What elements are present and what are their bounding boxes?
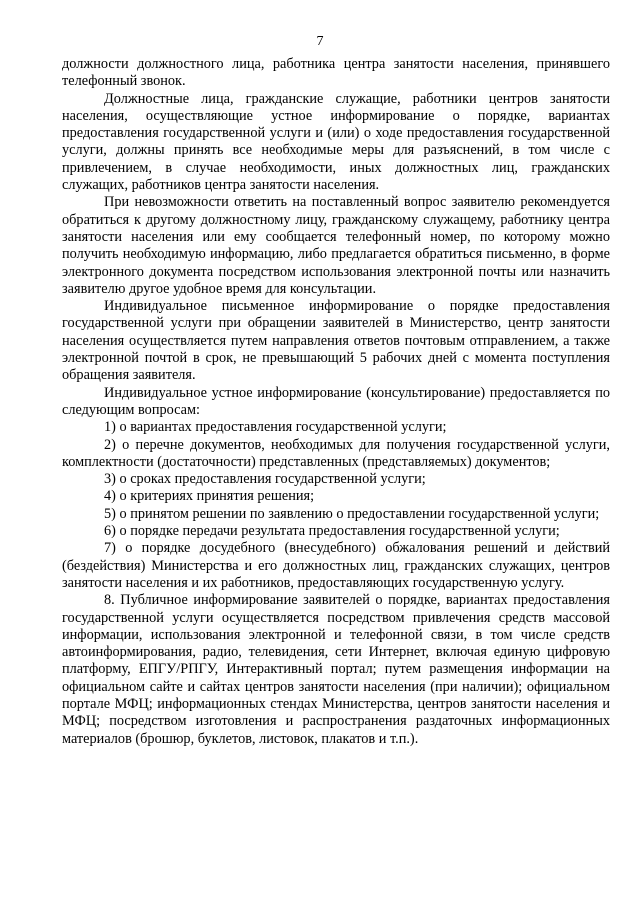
paragraph-2: Должностные лица, гражданские служащие, работники центров занятости населения, осуществляющие устное информирование о порядке, вариантах предоставления государственной услуги и (или) о ходе предоставления государственной услуги, должны принять все необходимые меры для разъяснений, в том числе с привлечением, в случае необходимости, иных должностных лиц, гражданских служащих, работников центра занятости населения. [62,90,610,194]
list-item-7: 7) о порядке досудебного (внесудебного) обжалования решений и действий (бездействия) Министерства и его должностных лиц, гражданских служащих, центров занятости населения и их работников, предоставляющих государственную услугу. [62,540,610,591]
list-item-3: 3) о сроках предоставления государственной услуги; [104,471,426,488]
page-number: 7 [316,34,324,49]
paragraph-3: При невозможности ответить на поставленный вопрос заявителю рекомендуется обратиться к другому должностному лицу, гражданскому служащему, работнику центра занятости населения или ему сообщается телефонный номер, по которому можно получить необходимую информацию, либо предлагается обратиться письменно, в форме электронного документа посредством использования электронной почты или назначить заявителю другое удобное время для консультации. [62,194,610,297]
list-item-6: 6) о порядке передачи результата предоставления государственной услуги; [104,523,560,540]
list-item-1: 1) о вариантах предоставления государственной услуги; [104,419,447,436]
paragraph-5: Индивидуальное устное информирование (консультирование) предоставляется по следующим вопросам: [62,384,610,418]
list-item-4: 4) о критериях принятия решения; [104,488,315,505]
paragraph-1: должности должностного лица, работника центра занятости населения, принявшего телефонный звонок. [62,56,610,90]
paragraph-4: Индивидуальное письменное информирование о порядке предоставления государственной услуги при обращении заявителей в Министерство, центр занятости населения осуществляется путем направления ответов почтовым отправлением, а также электронной почтой в срок, не превышающий 5 рабочих дней с момента поступления обращения заявителя. [62,298,610,384]
list-item-2: 2) о перечне документов, необходимых для получения государственной услуги, комплектности (достаточности) представленных (представляемых) документов; [62,436,610,470]
list-item-5: 5) о принятом решении по заявлению о предоставлении государственной услуги; [104,505,600,522]
document-body [62,56,610,748]
section-8-paragraph: 8. Публичное информирование заявителей о порядке, вариантах предоставления государственной услуги осуществляется посредством привлечения средств массовой информации, использования электронной и телефонной связи, в том числе средств автоинформирования, радио, телевидения, сети Интернет, включая единую цифровую платформу, ЕПГУ/РПГУ, Интерактивный портал; путем размещения информации на официальном сайте и сайтах центров занятости населения (при наличии); официальном портале МФЦ; информационных стендах Министерства, центров занятости населения и МФЦ; посредством изготовления и распространения раздаточных информационных материалов (брошюр, буклетов, листовок, плакатов и т.п.). [62,592,610,747]
